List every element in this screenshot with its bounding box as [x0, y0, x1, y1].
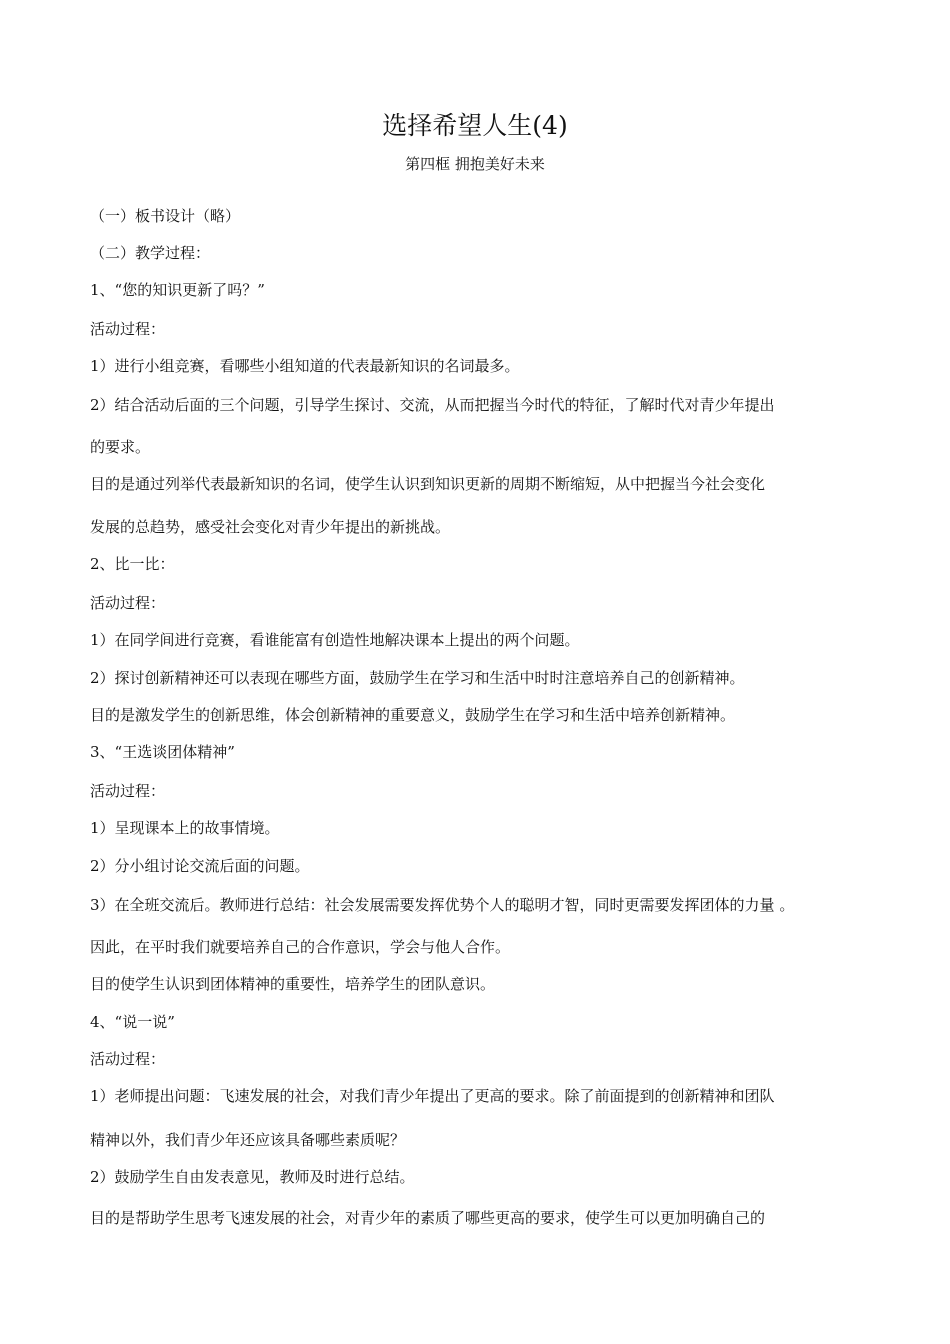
text-line: 活动过程：: [90, 320, 166, 338]
text-line: 3）在全班交流后。教师进行总结：社会发展需要发挥优势个人的聪明才智，同时更需要发挥团体的力量 。: [90, 896, 795, 914]
text-line: 目的是帮助学生思考飞速发展的社会，对青少年的素质了哪些更高的要求，使学生可以更加明确自己的: [90, 1209, 766, 1227]
text-line: 活动过程：: [90, 782, 166, 800]
text-line: 2）结合活动后面的三个问题，引导学生探讨、交流，从而把握当今时代的特征，了解时代对青少年提出: [90, 396, 775, 414]
text-line: 1）在同学间进行竞赛，看谁能富有创造性地解决课本上提出的两个问题。: [90, 631, 580, 649]
text-line: 2）探讨创新精神还可以表现在哪些方面，鼓励学生在学习和生活中时时注意培养自己的创新精神。: [90, 669, 745, 687]
document-title: 选择希望人生(4): [382, 111, 568, 140]
text-line: 2）鼓励学生自由发表意见，教师及时进行总结。: [90, 1168, 415, 1186]
text-line: 发展的总趋势，感受社会变化对青少年提出的新挑战。: [90, 518, 451, 536]
text-line: 目的是通过列举代表最新知识的名词，使学生认识到知识更新的周期不断缩短，从中把握当今社会变化: [90, 475, 766, 493]
text-line: 活动过程：: [90, 594, 166, 612]
text-line: 1）呈现课本上的故事情境。: [90, 819, 280, 837]
text-line: 2、比一比：: [90, 555, 175, 573]
text-line: 的要求。: [90, 438, 151, 456]
text-line: 目的使学生认识到团体精神的重要性，培养学生的团队意识。: [90, 975, 496, 993]
text-line: 1）进行小组竞赛，看哪些小组知道的代表最新知识的名词最多。: [90, 357, 520, 375]
text-line: 目的是激发学生的创新思维，体会创新精神的重要意义，鼓励学生在学习和生活中培养创新精神。: [90, 706, 736, 724]
text-line: 1）老师提出问题：飞速发展的社会，对我们青少年提出了更高的要求。除了前面提到的创新精神和团队: [90, 1087, 775, 1105]
text-line: 3、“王选谈团体精神”: [90, 743, 235, 761]
text-line: 因此，在平时我们就要培养自己的合作意识，学会与他人合作。: [90, 938, 511, 956]
text-line: 2）分小组讨论交流后面的问题。: [90, 857, 310, 875]
text-line: （二）教学过程：: [90, 244, 211, 262]
text-line: 1、“您的知识更新了吗？”: [90, 281, 265, 299]
text-line: 4、“说一说”: [90, 1013, 175, 1031]
text-line: 精神以外，我们青少年还应该具备哪些素质呢？: [90, 1131, 406, 1149]
text-line: 活动过程：: [90, 1050, 166, 1068]
text-line: （一）板书设计（略）: [90, 207, 241, 225]
document-subtitle: 第四框 拥抱美好未来: [405, 155, 545, 173]
